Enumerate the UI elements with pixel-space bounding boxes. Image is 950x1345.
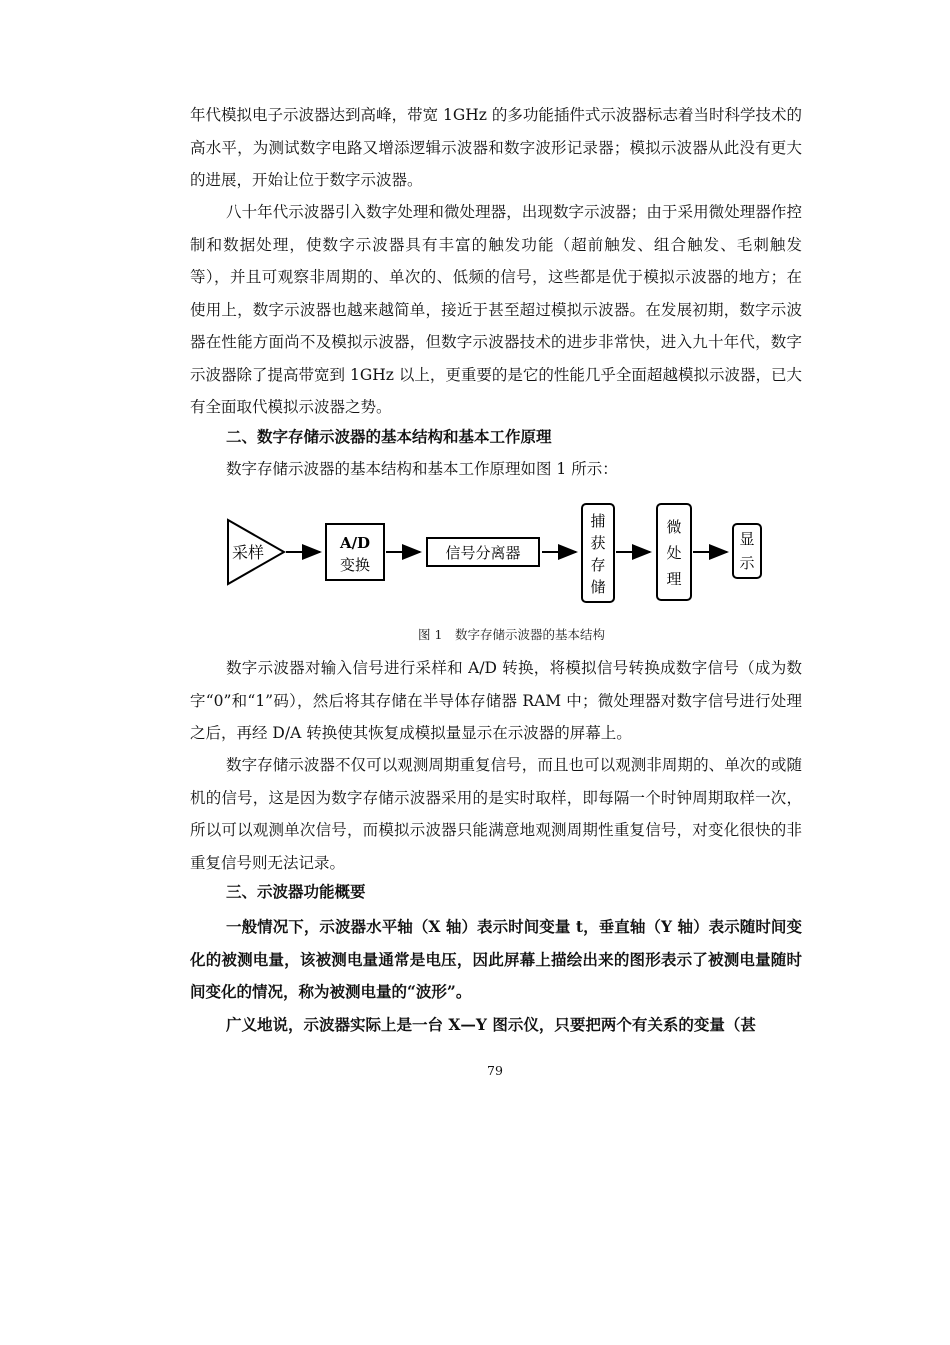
page-number: 79 (487, 1063, 503, 1078)
figure-caption: 图 1 数字存储示波器的基本结构 (418, 627, 605, 642)
paragraph-axes: 一般情况下，示波器水平轴（X 轴）表示时间变量 t，垂直轴（Y 轴）表示随时间变化的被测电量，该被测电量通常是电压，因此屏幕上描绘出来的图形表示了被测电量随时间变化的情况，称为被测电量的“波形”。 (190, 917, 802, 1001)
figure-intro-line: 数字存储示波器的基本结构和基本工作原理如图 1 所示： (226, 460, 618, 478)
ad-label-line2: 变换 (339, 556, 371, 574)
paragraph-realtime: 数字存储示波器不仅可以观测周期重复信号，而且也可以观测非周期的、单次的或随机的信号，这是因为数字存储示波器采用的是实时取样，即每隔一个时钟周期取样一次，所以可以观测单次信号，而模拟示波器只能满意地观测周期性重复信号，对变化很快的非重复信号则无法记录。 (190, 756, 802, 872)
block-diagram (220, 498, 780, 610)
micro-char-2: 处 (666, 544, 682, 562)
ad-label-line1: A/D (339, 534, 371, 552)
capture-char-3: 存 (590, 556, 606, 574)
display-char-2: 示 (739, 554, 755, 572)
paragraph-eighties: 八十年代示波器引入数字处理和微处理器，出现数字示波器；由于采用微处理器作控制和数据处理，使数字示波器具有丰富的触发功能（超前触发、组合触发、毛刺触发等），并且可观察非周期的、单次的、低频的信号，这些都是优于模拟示波器的地方；在使用上，数字示波器也越来越简单，接近于甚至超过模拟示波器。在发展初期，数字示波器在性能方面尚不及模拟示波器，但数字示波器技术的进步非常快，进入九十年代，数字示波器除了提高带宽到 1GHz 以上，更重要的是它的性能几乎全面超越模拟示波器，已大有全面取代模拟示波器之势。 (190, 203, 802, 416)
paragraph-xy: 广义地说，示波器实际上是一台 X—Y 图示仪，只要把两个有关系的变量（甚 (226, 1015, 756, 1034)
paragraph-intro: 年代模拟电子示波器达到高峰，带宽 1GHz 的多功能插件式示波器标志着当时科学技术的高水平，为测试数字电路又增添逻辑示波器和数字波形记录器；模拟示波器从此没有更大的进展，开始让位于数字示波器。 (190, 106, 802, 189)
section-heading-3: 三、示波器功能概要 (226, 882, 366, 901)
display-char-1: 显 (739, 530, 755, 548)
capture-char-1: 捕 (590, 512, 606, 530)
paragraph-sampling: 数字示波器对输入信号进行采样和 A/D 转换，将模拟信号转换成数字信号（成为数字“0”和“1”码），然后将其存储在半导体存储器 RAM 中；微处理器对数字信号进行处理之后，再经 D/A 转换使其恢复成模拟量显示在示波器的屏幕上。 (190, 659, 802, 742)
capture-char-4: 储 (590, 578, 606, 596)
micro-char-3: 理 (666, 570, 682, 588)
section-heading-2: 二、数字存储示波器的基本结构和基本工作原理 (226, 427, 552, 446)
sampling-label: 采样 (232, 543, 265, 562)
separator-label: 信号分离器 (445, 544, 521, 562)
micro-char-1: 微 (666, 518, 682, 536)
capture-char-2: 获 (590, 534, 606, 552)
